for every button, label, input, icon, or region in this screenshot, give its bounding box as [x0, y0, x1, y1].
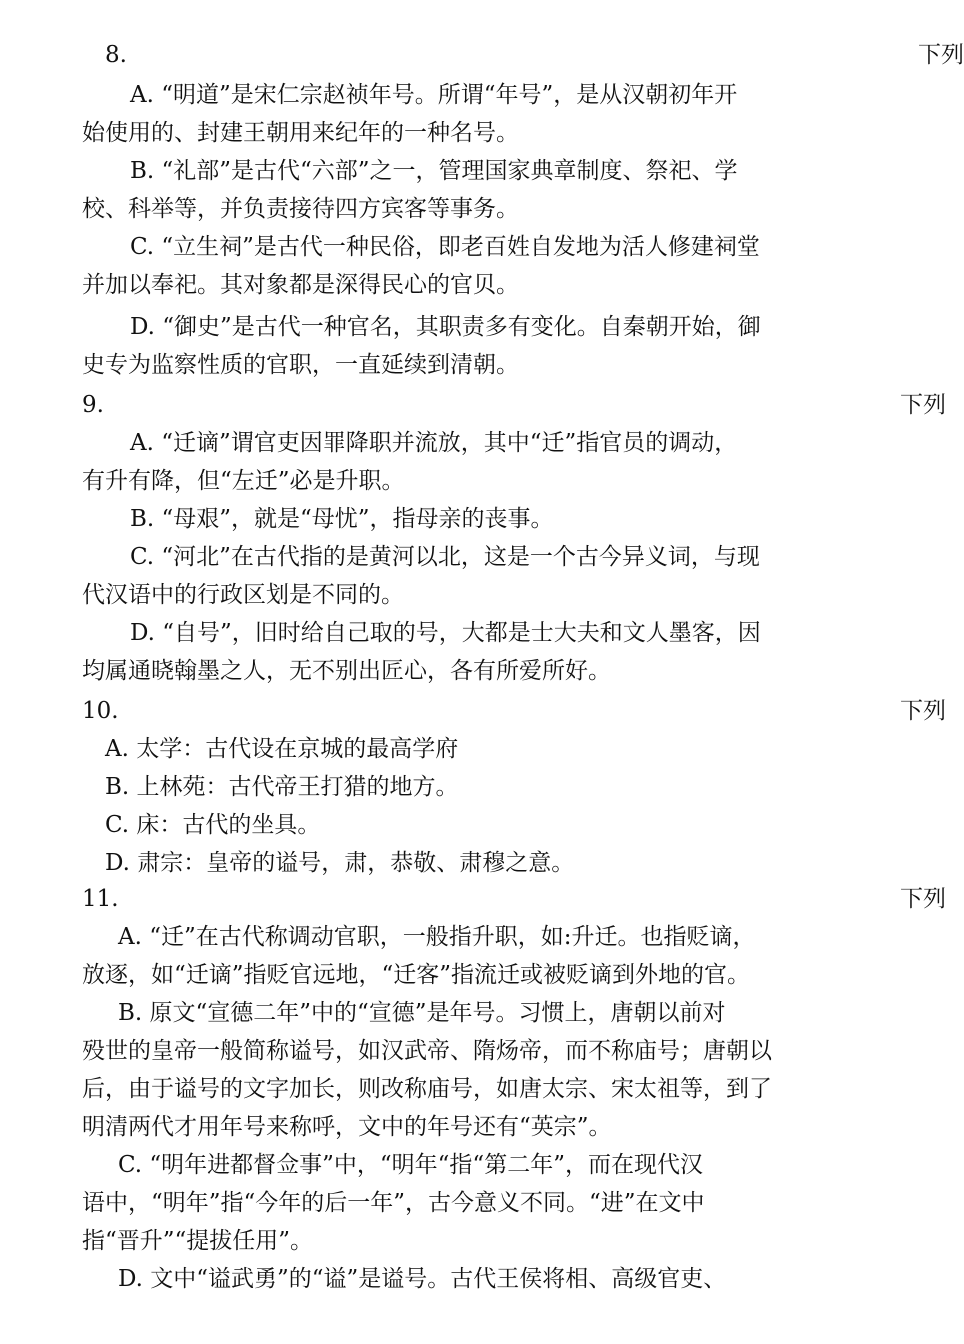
option-c-continuation: 代汉语中的行政区划是不同的。 — [82, 582, 404, 608]
option-c-line: C. “明年进都督佥事”中，“明年“指“第二年”，而在现代汉 — [118, 1152, 703, 1178]
option-d-line: D. 文中“谥武勇”的“谥”是谥号。古代王侯将相、高级官吏、 — [118, 1266, 727, 1292]
question-prompt-fragment: 下列 — [900, 392, 946, 418]
question-prompt-fragment: 下列 — [900, 698, 946, 724]
option-c-continuation: 并加以奉祀。其对象都是深得民心的官贝。 — [82, 272, 519, 298]
option-b-line: B. 原文“宣德二年”中的“宣德”是年号。习惯上，唐朝以前对 — [118, 1000, 726, 1026]
question-prompt-fragment: 下列 — [900, 886, 946, 912]
question-number: 9. — [82, 392, 104, 418]
option-c-line: C. 床：古代的坐具。 — [105, 812, 321, 838]
question-number: 10. — [82, 698, 119, 724]
question-number: 8. — [105, 42, 127, 68]
option-b-line: B. “母艰”，就是“母忧”，指母亲的丧事。 — [130, 506, 554, 532]
option-b-continuation: 殁世的皇帝一般简称谥号，如汉武帝、隋炀帝，而不称庙号；唐朝以 — [82, 1038, 772, 1064]
option-b-continuation: 后，由于谥号的文字加长，则改称庙号，如唐太宗、宋太祖等，到了 — [82, 1076, 772, 1102]
option-d-continuation: 史专为监察性质的官职，一直延续到清朝。 — [82, 352, 519, 378]
option-d-line: D. 肃宗：皇帝的谥号，肃，恭敬、肃穆之意。 — [105, 850, 575, 876]
option-c-line: C. “立生祠”是古代一种民俗，即老百姓自发地为活人修建祠堂 — [130, 234, 760, 260]
option-d-line: D. “御史”是古代一种官名，其职责多有变化。自秦朝开始，御 — [130, 314, 761, 340]
option-d-line: D. “自号”，旧时给自己取的号，大都是士大夫和文人墨客，因 — [130, 620, 761, 646]
option-a-line: A. 太学：古代设在京城的最高学府 — [105, 736, 459, 762]
option-a-line: A. “明道”是宋仁宗赵祯年号。所谓“年号”，是从汉朝初年开 — [130, 82, 738, 108]
option-a-continuation: 放逐，如“迁谪”指贬官远地，“迁客”指流迁或被贬谪到外地的官。 — [82, 962, 751, 988]
option-a-continuation: 始使用的、封建王朝用来纪年的一种名号。 — [82, 120, 519, 146]
option-b-continuation: 校、科举等，并负责接待四方宾客等事务。 — [82, 196, 519, 222]
option-d-continuation: 均属通晓翰墨之人，无不别出匠心，各有所爱所好。 — [82, 658, 611, 684]
question-number: 11. — [82, 886, 119, 912]
option-a-line: A. “迁谪”谓官吏因罪降职并流放，其中“迁”指官员的调动， — [130, 430, 738, 456]
option-b-continuation: 明清两代才用年号来称呼，文中的年号还有“英宗”。 — [82, 1114, 612, 1140]
option-a-line: A. “迁”在古代称调动官职，一般指升职，如:升迁。也指贬谪， — [118, 924, 756, 950]
option-b-line: B. 上林苑：古代帝王打猎的地方。 — [105, 774, 459, 800]
option-b-line: B. “礼部”是古代“六部”之一，管理国家典章制度、祭祀、学 — [130, 158, 738, 184]
option-c-continuation: 语中，“明年”指“今年的后一年”，古今意义不同。“进”在文中 — [82, 1190, 705, 1216]
question-prompt-fragment: 下列 — [918, 42, 964, 68]
option-a-continuation: 有升有降，但“左迁”必是升职。 — [82, 468, 405, 494]
option-c-line: C. “河北”在古代指的是黄河以北，这是一个古今异义词，与现 — [130, 544, 760, 570]
option-c-continuation: 指“晋升”“提拔任用”。 — [82, 1228, 314, 1254]
